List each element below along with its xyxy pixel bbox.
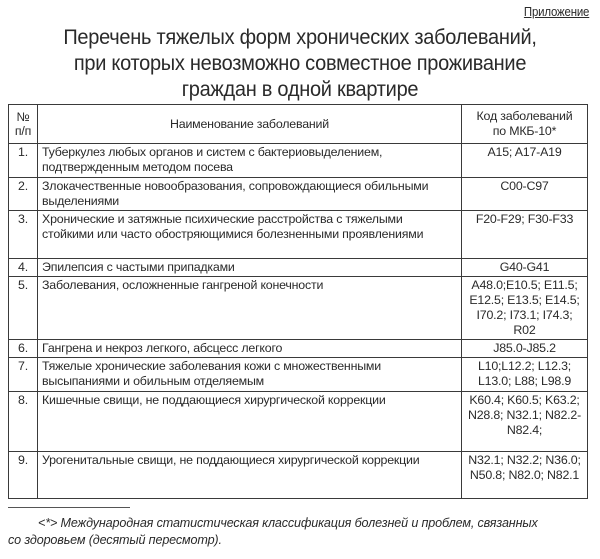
row-name: Эпилепсия с частыми припадками: [38, 259, 462, 277]
table-row: [9, 211, 588, 259]
row-name: Заболевания, осложненные гангреной конечности: [38, 277, 462, 340]
appendix-label: Приложение: [523, 4, 589, 19]
footnote-divider: [8, 507, 130, 508]
table-row: [9, 358, 588, 392]
table-row: [9, 452, 588, 499]
row-num: 3.: [9, 211, 38, 259]
header-name: Наименование заболеваний: [38, 105, 462, 144]
title-line: Перечень тяжелых форм хронических заболеваний,: [63, 25, 537, 49]
row-name: Туберкулез любых органов и систем с бактериовыделением, подтвержденным методом посева: [38, 144, 462, 178]
row-code: N32.1; N32.2; N36.0; N50.8; N82.0; N82.1: [462, 452, 588, 499]
row-num: 8.: [9, 392, 38, 452]
row-code: A48.0;E10.5; E11.5; E12.5; E13.5; E14.5; I70.2; I73.1; I74.3; R02: [462, 277, 588, 340]
row-num: 6.: [9, 340, 38, 358]
row-name: Тяжелые хронические заболевания кожи с множественными высыпаниями и обильным отделяемым: [38, 358, 462, 392]
row-num: 5.: [9, 277, 38, 340]
row-code: C00-C97: [462, 178, 588, 211]
table-row: [9, 178, 588, 211]
header-num: № п/п: [9, 105, 38, 144]
table-row: [9, 340, 588, 358]
title-line: при которых невозможно совместное проживание: [73, 51, 527, 75]
table-row: [9, 144, 588, 178]
row-code: J85.0-J85.2: [462, 340, 588, 358]
footnote-line: <*> Международная статистическая классификация болезней и проблем, связанных: [38, 516, 538, 530]
footnote-line: со здоровьем (десятый пересмотр).: [8, 533, 222, 547]
row-code: F20-F29; F30-F33: [462, 211, 588, 259]
table-header-row: [9, 105, 588, 144]
row-code: K60.4; K60.5; K63.2; N28.8; N32.1; N82.2-N82.4;: [462, 392, 588, 452]
row-name: Урогенитальные свищи, не поддающиеся хирургической коррекции: [38, 452, 462, 499]
row-name: Хронические и затяжные психические расстройства с тяжелыми стойкими или часто обостряющимися болезненными проявлениями: [38, 211, 462, 259]
document-title: [0, 24, 600, 102]
table-row: [9, 392, 588, 452]
table-row: [9, 259, 588, 277]
table-row: [9, 277, 588, 340]
row-code: L10;L12.2; L12.3; L13.0; L88; L98.9: [462, 358, 588, 392]
title-line: граждан в одной квартире: [181, 77, 419, 101]
row-num: 1.: [9, 144, 38, 178]
row-name: Гангрена и некроз легкого, абсцесс легкого: [38, 340, 462, 358]
row-code: G40-G41: [462, 259, 588, 277]
row-num: 4.: [9, 259, 38, 277]
header-code: Код заболеваний по МКБ-10*: [462, 105, 588, 144]
row-num: 2.: [9, 178, 38, 211]
row-name: Злокачественные новообразования, сопровождающиеся обильными выделениями: [38, 178, 462, 211]
diseases-table: [8, 104, 588, 499]
row-num: 9.: [9, 452, 38, 499]
footnote: [8, 515, 594, 549]
row-name: Кишечные свищи, не поддающиеся хирургической коррекции: [38, 392, 462, 452]
row-num: 7.: [9, 358, 38, 392]
row-code: A15; A17-A19: [462, 144, 588, 178]
